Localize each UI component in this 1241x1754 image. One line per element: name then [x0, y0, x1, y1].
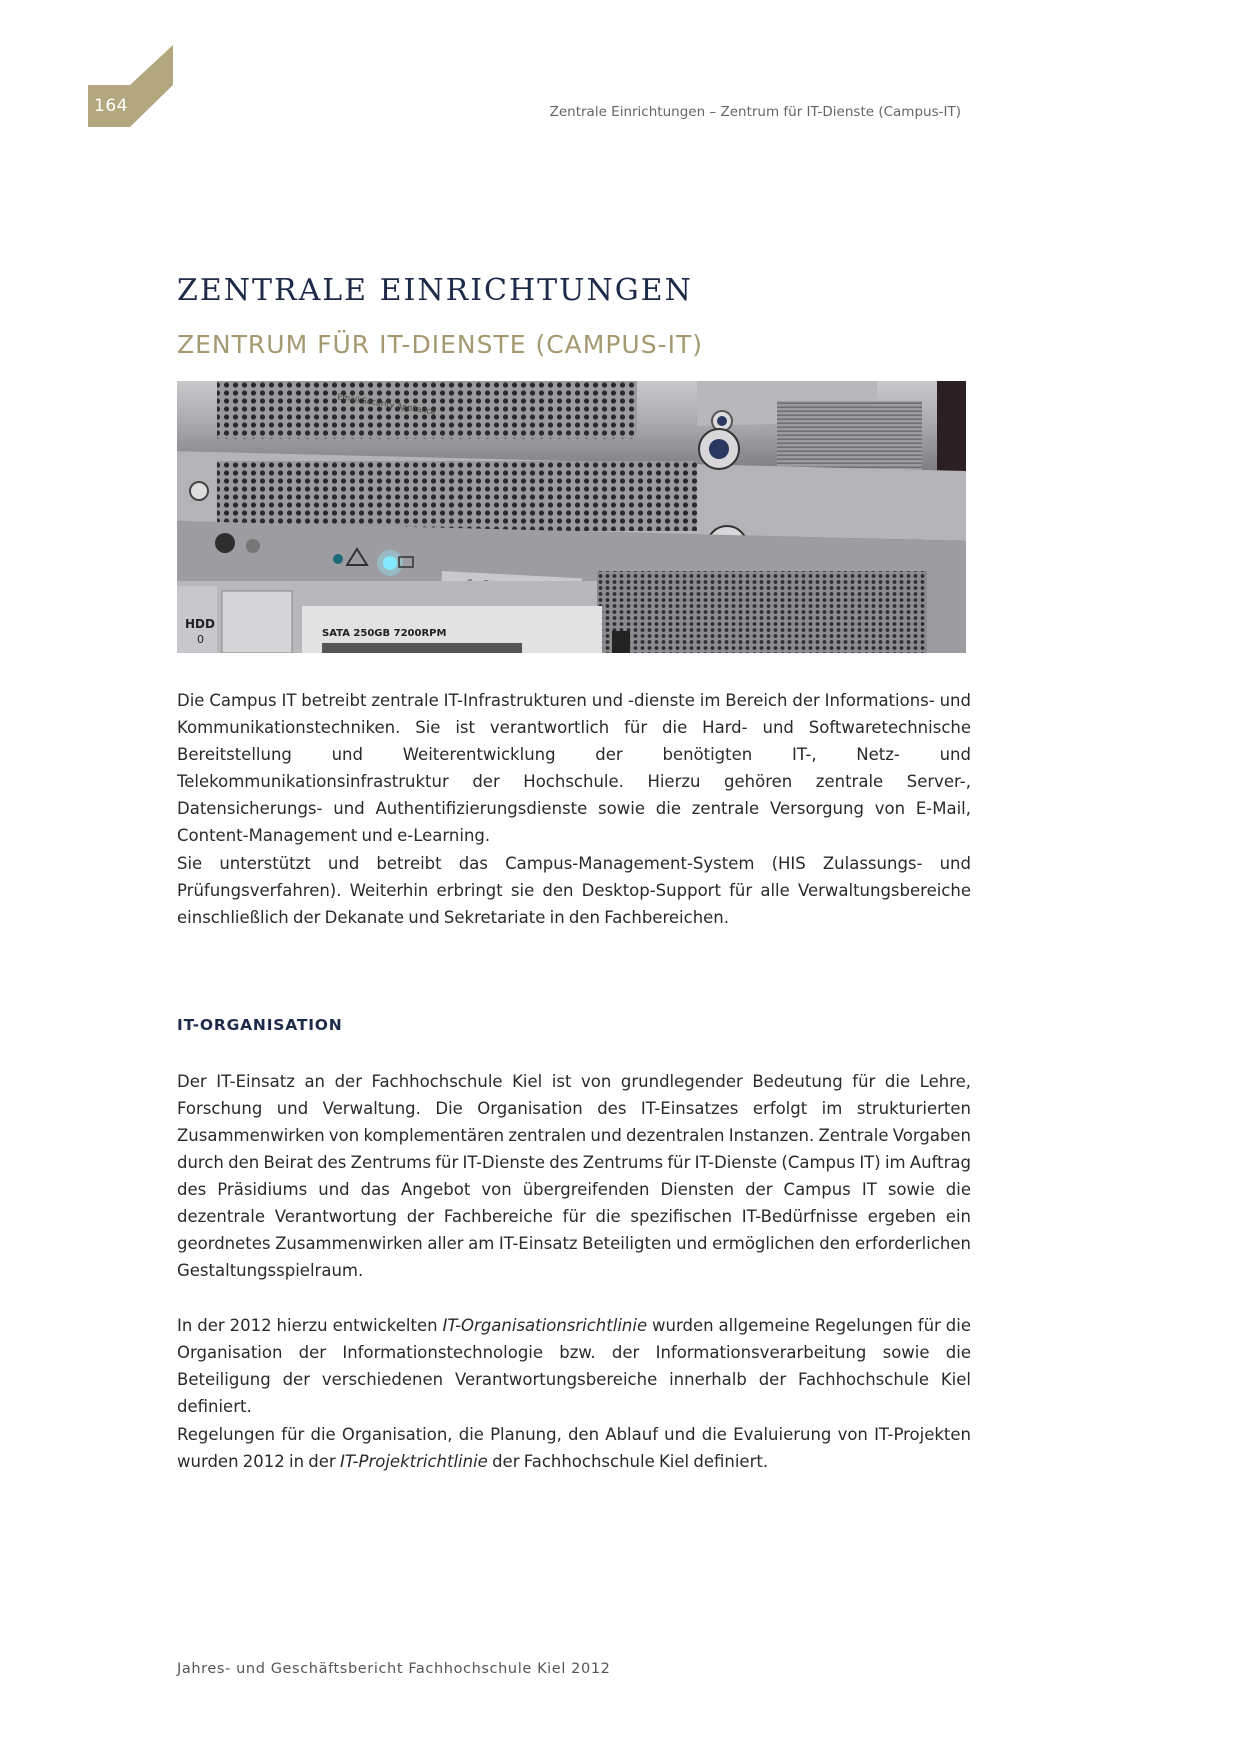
it-organisation-paragraph-3 [177, 1421, 971, 1475]
image-label-appliance: Email Security Appliance [336, 392, 437, 417]
running-head: Zentrale Einrichtungen – Zentrum für IT-Dienste (Campus-IT) [549, 104, 961, 120]
section-title: ZENTRALE EINRICHTUNGEN [177, 273, 693, 308]
intro-paragraph-1: Die Campus IT betreibt zentrale IT-Infrastrukturen und -dienste im Bereich der Informations- und Kommunikationstechniken. Sie ist verantwortlich für die Hard- und Softwaretechnische Bereitstellung und Weiterentwicklung der benötigten IT-, Netz- und Telekommunikationsinfrastruktur der Hochschule. Hierzu gehören zentrale Server-, Datensicherungs- und Authentifizierungsdienste sowie die zentrale Versorgung von E-Mail, Content-Management und e-Learning. [177, 691, 971, 845]
intro-paragraph-2: Sie unterstützt und betreibt das Campus-Management-System (HIS Zulassungs- und Prüfungsverfahren). Weiterhin erbringt sie den Desktop-Support für alle Verwaltungsbereiche einschließlich der Dekanate und Sekretariate in den Fachbereichen. [177, 854, 971, 927]
footer-text: Jahres- und Geschäftsbericht Fachhochschule Kiel 2012 [177, 1661, 611, 1677]
paragraph-text: Regelungen für die Organisation, die Planung, den Ablauf und die Evaluierung von IT-Projekten wurden 2012 in der [177, 1425, 971, 1471]
guideline-name: IT-Organisationsrichtlinie [442, 1316, 648, 1335]
it-organisation-paragraph-1: Der IT-Einsatz an der Fachhochschule Kiel ist von grundlegender Bedeutung für die Lehre, Forschung und Verwaltung. Die Organisation des IT-Einsatzes erfolgt im strukturierten Zusammenwirken von komplementären zentralen und dezentralen Instanzen. Zentrale Vorgaben durch den Beirat des Zentrums für IT-Dienste des Zentrums für IT-Dienste (Campus IT) im Auftrag des Präsidiums und das Angebot von übergreifenden Diensten der Campus IT sowie die dezentrale Verantwortung der Fachbereiche für die spezifischen IT-Bedürfnisse ergeben ein geordnetes Zusammenwirken aller am IT-Einsatz Beteiligten und ermöglichen den erforderlichen Gestaltungsspielraum. [177, 1072, 971, 1280]
paragraph-text: der Fachhochschule Kiel definiert. [487, 1452, 769, 1471]
image-label-sata: SATA 250GB 7200RPM [322, 628, 447, 639]
paragraph-text: wurden allgemeine Regelungen für die Organisation der Informationstechnologie bzw. der Informationsverarbeitung sowie die Beteiligung der verschiedenen Verantwortungsbereiche innerhalb der Fachhochschule Kiel definiert. [177, 1316, 971, 1416]
it-organisation-paragraph-2 [177, 1312, 971, 1420]
page-number: 164 [94, 96, 128, 116]
section-subtitle: ZENTRUM FÜR IT-DIENSTE (CAMPUS-IT) [177, 330, 703, 359]
subsection-heading: IT-ORGANISATION [177, 1016, 343, 1034]
guideline-name: IT-Projektrichtlinie [339, 1452, 488, 1471]
image-label-hdd-slot: 0 [197, 633, 204, 646]
server-rack-photo [177, 381, 966, 653]
paragraph-text: In der 2012 hierzu entwickelten [177, 1316, 443, 1335]
image-label-hdd: HDD [185, 617, 215, 631]
